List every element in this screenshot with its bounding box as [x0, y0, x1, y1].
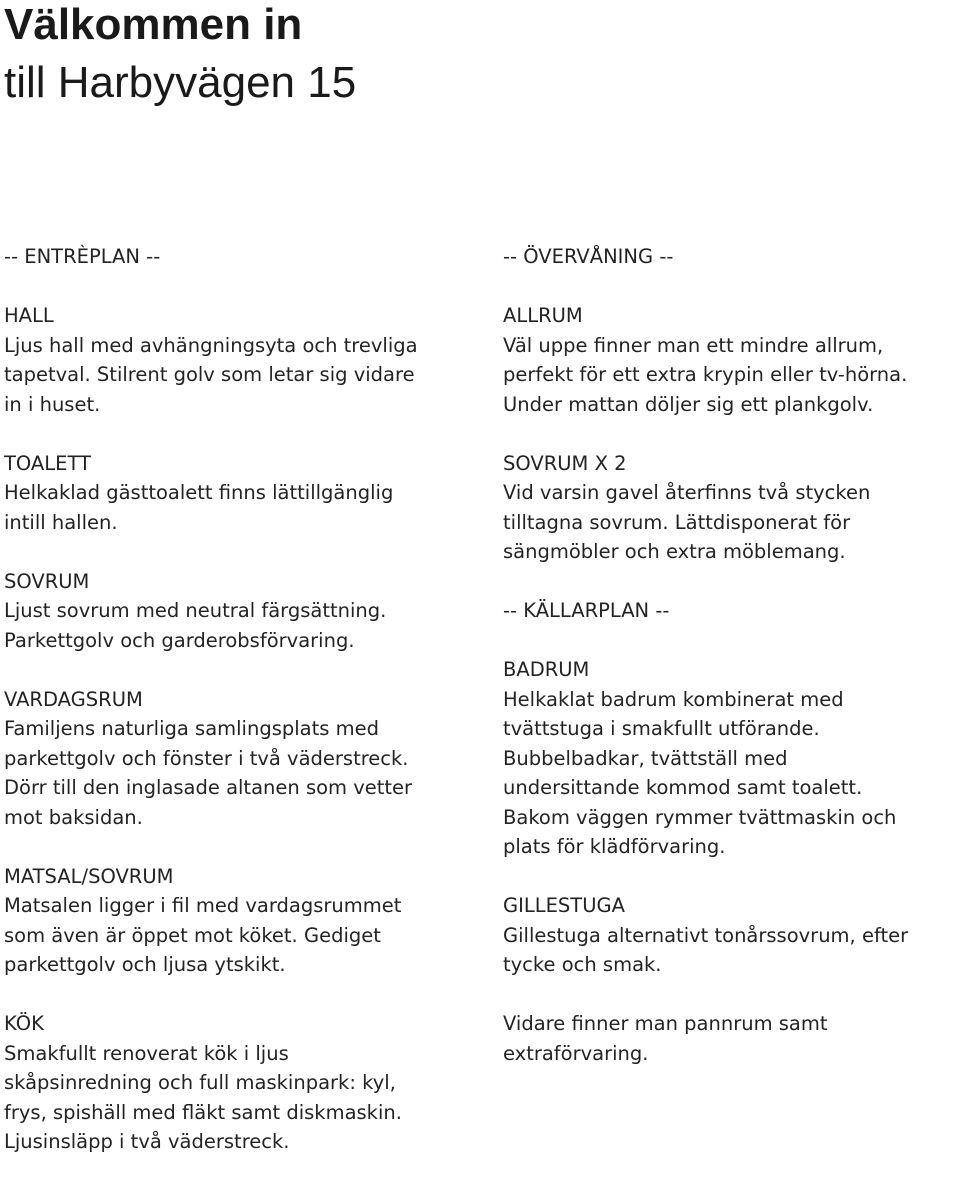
- room-text-line: undersittande kommod samt toalett.: [503, 776, 863, 799]
- room-text-line: Bubbelbadkar, tvättställ med: [503, 746, 788, 770]
- room-text-line: perfekt för ett extra krypin eller tv-hörna.: [503, 363, 908, 386]
- room-text-line: Helkaklad gästtoalett finns lättillgänglig: [4, 481, 394, 504]
- room-text-line: Bakom väggen rymmer tvättmaskin och: [503, 805, 897, 829]
- room-text-line: tycke och smak.: [503, 953, 662, 976]
- page-title: Välkommen in: [4, 0, 303, 49]
- room-vardagsrum: [4, 685, 476, 833]
- room-text-line: Under mattan döljer sig ett plankgolv.: [503, 392, 874, 416]
- room-text-line: Parkettgolv och garderobsförvaring.: [4, 628, 355, 652]
- room-sovrum: [4, 567, 476, 656]
- room-matsal-sovrum: [4, 862, 476, 980]
- room-text-line: Vid varsin gavel återfinns två stycken: [503, 481, 871, 504]
- room-hall: [4, 301, 476, 419]
- level-heading-entreplan: -- ENTRÈPLAN --: [4, 245, 161, 268]
- room-sovrum-x2: [503, 449, 960, 567]
- room-text-line: parkettgolv och fönster i två väderstreck.: [4, 746, 409, 770]
- room-text-line: plats för klädförvaring.: [503, 835, 726, 858]
- room-text-line: Väl uppe finner man ett mindre allrum,: [503, 333, 884, 357]
- note-text-line: extraförvaring.: [503, 1041, 649, 1065]
- room-text-line: in i huset.: [4, 392, 101, 416]
- room-heading: SOVRUM: [4, 569, 90, 593]
- room-text-line: Helkaklat badrum kombinerat med: [503, 687, 844, 711]
- level-heading-overvaning: -- ÖVERVÅNING --: [503, 245, 674, 268]
- room-text-line: mot baksidan.: [4, 805, 143, 829]
- room-text-line: tapetval. Stilrent golv som letar sig vidare: [4, 363, 415, 386]
- room-text-line: skåpsinredning och full maskinpark: kyl,: [4, 1071, 396, 1094]
- room-text-line: Ljusinsläpp i två väderstreck.: [4, 1130, 290, 1153]
- room-heading: ALLRUM: [503, 304, 583, 327]
- room-text-line: Ljust sovrum med neutral färgsättning.: [4, 599, 387, 622]
- room-text-line: Familjens naturliga samlingsplats med: [4, 717, 379, 740]
- right-column: [503, 242, 960, 1068]
- room-heading: KÖK: [4, 1012, 44, 1035]
- room-heading: GILLESTUGA: [503, 894, 625, 917]
- room-allrum: [503, 301, 960, 419]
- room-text-line: Gillestuga alternativt tonårssovrum, efter: [503, 923, 909, 947]
- room-text-line: tilltagna sovrum. Lättdisponerat för: [503, 510, 851, 534]
- room-text-line: Smakfullt renoverat kök i ljus: [4, 1041, 289, 1065]
- page-subtitle: till Harbyvägen 15: [4, 58, 357, 107]
- room-text-line: sängmöbler och extra möblemang.: [503, 540, 846, 563]
- extra-note: [503, 1009, 960, 1068]
- room-heading: VARDAGSRUM: [4, 687, 143, 711]
- left-column: [4, 242, 476, 1186]
- room-badrum: [503, 655, 960, 862]
- room-gillestuga: [503, 891, 960, 980]
- room-text-line: intill hallen.: [4, 510, 118, 534]
- note-text-line: Vidare finner man pannrum samt: [503, 1012, 828, 1035]
- room-heading: TOALETT: [4, 451, 91, 475]
- room-heading: BADRUM: [503, 658, 590, 681]
- room-text-line: parkettgolv och ljusa ytskikt.: [4, 953, 286, 976]
- room-heading: HALL: [4, 304, 54, 327]
- room-text-line: Dörr till den inglasade altanen som vetter: [4, 776, 413, 799]
- room-text-line: som även är öppet mot köket. Gediget: [4, 923, 381, 947]
- room-toalett: [4, 449, 476, 538]
- room-text-line: frys, spishäll med fläkt samt diskmaskin.: [4, 1100, 402, 1124]
- room-heading: MATSAL/SOVRUM: [4, 864, 174, 888]
- room-kok: [4, 1009, 476, 1157]
- room-text-line: Ljus hall med avhängningsyta och trevliga: [4, 333, 418, 357]
- room-text-line: tvättstuga i smakfullt utförande.: [503, 717, 820, 740]
- room-heading: SOVRUM X 2: [503, 451, 627, 475]
- room-text-line: Matsalen ligger i fil med vardagsrummet: [4, 894, 402, 917]
- level-heading-kallarplan: -- KÄLLARPLAN --: [503, 599, 670, 622]
